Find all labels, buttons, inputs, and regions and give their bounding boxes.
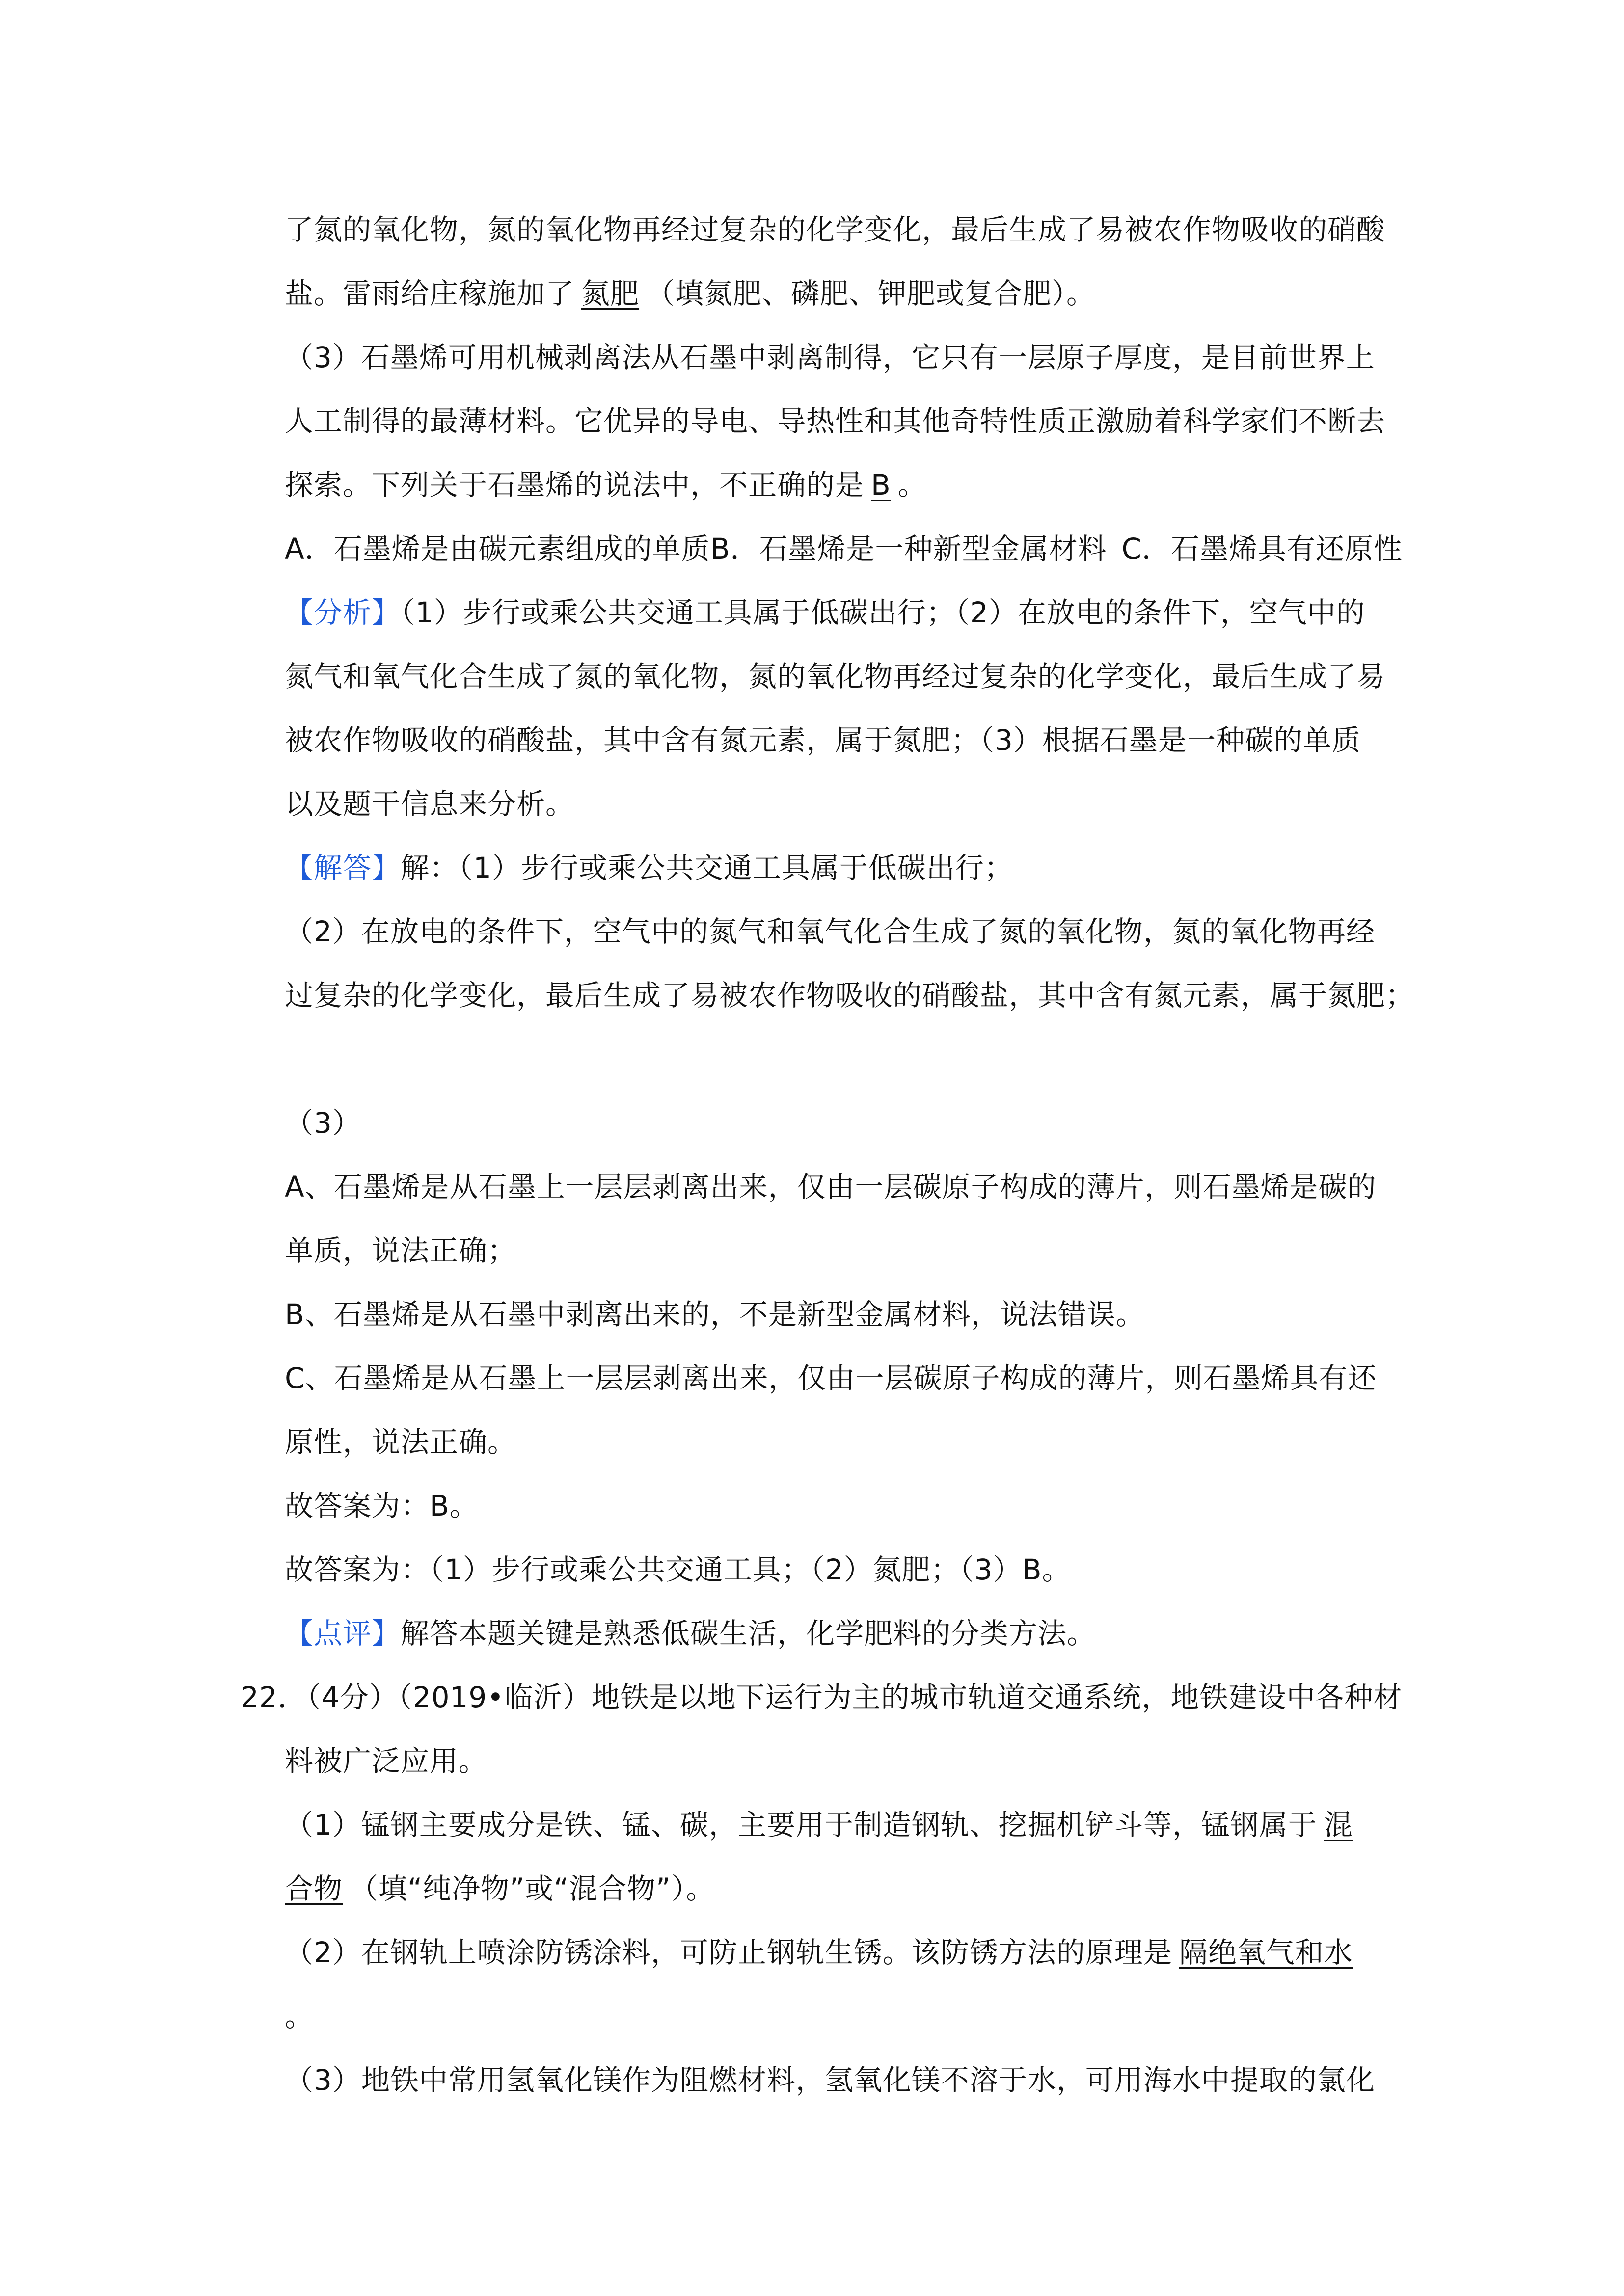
comment-line: [285, 1616, 1096, 1651]
q21-part2-answer-blank: 氮肥: [581, 277, 640, 310]
q22-part1-answer-blank-start: 混: [1324, 1808, 1353, 1842]
q21-part3-answer-blank: B: [871, 468, 891, 502]
q22-part2-answer-blank: 隔绝氧气和水: [1179, 1936, 1353, 1969]
q22-part1-line1-before: （1）锰钢主要成分是铁、锰、碳，主要用于制造钢轨、挖掘机铲斗等，锰钢属于: [285, 1808, 1317, 1842]
answer-line8: C、石墨烯是从石墨上一层层剥离出来，仅由一层碳原子构成的薄片，则石墨烯具有还: [285, 1362, 1377, 1395]
analysis-line4: 以及题干信息来分析。: [285, 787, 575, 821]
q22-part2-line2: 。: [285, 2000, 314, 2033]
q22-part2-line1-before: （2）在钢轨上喷涂防锈涂料，可防止钢轨生锈。该防锈方法的原理是: [285, 1936, 1172, 1969]
q21-part3-options: [285, 531, 1403, 566]
option-c: C．石墨烯具有还原性: [1121, 532, 1403, 565]
answer-line1-text: 解：（1）步行或乘公共交通工具属于低碳出行；: [401, 851, 1013, 884]
answer-line9: 原性，说法正确。: [285, 1425, 517, 1459]
option-b: B．石墨烯是一种新型金属材料: [710, 532, 1107, 565]
q21-part3-line3-before: 探索。下列关于石墨烯的说法中，不正确的是: [285, 468, 865, 502]
q22-part2-line1: [285, 1935, 1360, 1970]
answer-line6: 单质，说法正确；: [285, 1234, 517, 1267]
q22-part1-line1: [285, 1807, 1355, 1842]
q21-part2-line2-before: 盐。雷雨给庄稼施加了: [285, 277, 575, 310]
q21-part3-line3-after: 。: [897, 468, 927, 502]
analysis-line1-text: （1）步行或乘公共交通工具属于低碳出行；（2）在放电的条件下，空气中的: [401, 596, 1365, 629]
analysis-line1: [285, 595, 1365, 630]
q22-header-line2: 料被广泛应用。: [285, 1744, 488, 1778]
q21-part3-line2: 人工制得的最薄材料。它优异的导电、导热性和其他奇特性质正激励着科学家们不断去: [285, 404, 1386, 438]
analysis-line2: 氮气和氧气化合生成了氮的氧化物，氮的氧化物再经过复杂的化学变化，最后生成了易: [285, 660, 1386, 693]
answer-line10: 故答案为：B。: [285, 1489, 479, 1522]
analysis-tag: 【分析】: [285, 596, 401, 629]
q22-part1-line2-after: （填“纯净物”或“混合物”）。: [350, 1872, 715, 1905]
q21-part3-line3: [285, 467, 927, 503]
answer-line2: （2）在放电的条件下，空气中的氮气和氧气化合生成了氮的氧化物，氮的氧化物再经: [285, 915, 1375, 948]
answer-line11: 故答案为：（1）步行或乘公共交通工具；（2）氮肥；（3）B。: [285, 1553, 1071, 1586]
answer-line7: B、石墨烯是从石墨中剥离出来的，不是新型金属材料，说法错误。: [285, 1298, 1145, 1331]
option-a: A．石墨烯是由碳元素组成的单质: [285, 532, 710, 565]
answer-line1: [285, 850, 1013, 885]
q22-part3-line1: （3）地铁中常用氢氧化镁作为阻燃材料，氢氧化镁不溶于水，可用海水中提取的氯化: [285, 2063, 1375, 2097]
q21-part2-line2-after: （填氮肥、磷肥、钾肥或复合肥）。: [646, 277, 1096, 310]
q21-part2-line1: 了氮的氧化物，氮的氧化物再经过复杂的化学变化，最后生成了易被农作物吸收的硝酸: [285, 213, 1386, 246]
comment-tag: 【点评】: [285, 1617, 401, 1650]
q21-part3-line1: （3）石墨烯可用机械剥离法从石墨中剥离制得，它只有一层原子厚度，是目前世界上: [285, 341, 1375, 374]
q21-part2-line2: [285, 276, 1095, 311]
answer-line3: 过复杂的化学变化，最后生成了易被农作物吸收的硝酸盐，其中含有氮元素，属于氮肥；: [285, 979, 1415, 1012]
answer-line4: （3）: [285, 1106, 361, 1140]
answer-line5: A、石墨烯是从石墨上一层层剥离出来，仅由一层碳原子构成的薄片，则石墨烯是碳的: [285, 1170, 1377, 1203]
comment-text: 解答本题关键是熟悉低碳生活，化学肥料的分类方法。: [401, 1617, 1096, 1650]
q22-part1-answer-blank-end: 合物: [285, 1872, 343, 1905]
q22-part1-line2: [285, 1871, 715, 1906]
answer-tag: 【解答】: [285, 851, 401, 884]
q22-header-line1: 22．（4分）（2019•临沂）地铁是以地下运行为主的城市轨道交通系统，地铁建设中各种材: [241, 1681, 1403, 1714]
analysis-line3: 被农作物吸收的硝酸盐，其中含有氮元素，属于氮肥；（3）根据石墨是一种碳的单质: [285, 723, 1361, 757]
